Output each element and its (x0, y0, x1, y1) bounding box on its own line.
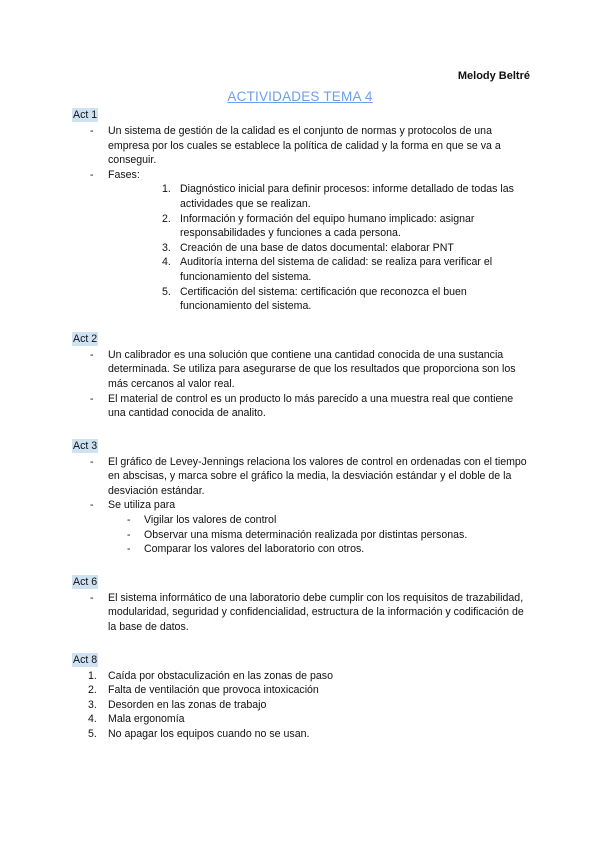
act-2-label: Act 2 (73, 332, 98, 345)
act-3-uses-list (72, 513, 532, 557)
list-item: - Un calibrador es una solución que contiene una cantidad conocida de una sustancia determinada. Se utiliza para asegurarse de que los resultados que proporciona son los más cercanos al valor real. (90, 348, 516, 390)
list-item: - Se utiliza para (90, 499, 176, 512)
act-8-label: Act 8 (73, 653, 98, 666)
list-item: 3. Creación de una base de datos documental: elaborar PNT (162, 241, 454, 254)
list-item: - Un sistema de gestión de la calidad es el conjunto de normas y protocolos de una empresa por los cuales se establece la política de calidad y la forma en que se va a conseguir. (90, 125, 501, 167)
list-item: - El material de control es un producto lo más parecido a una muestra real que contiene una cantidad conocida de analito. (90, 392, 514, 420)
section-act-1 (72, 108, 532, 314)
list-item: 4. Mala ergonomía (88, 713, 185, 726)
list-item: - Comparar los valores del laboratorio con otros. (127, 543, 365, 556)
list-item: 5. No apagar los equipos cuando no se usan. (88, 728, 310, 740)
list-item: - El gráfico de Levey-Jennings relaciona los valores de control en ordenadas con el tiempo en abscisas, y marca sobre el gráfico la media, la desviación estándar y el doble de la desviación estándar. (90, 455, 527, 497)
document-title: ACTIVIDADES TEMA 4 (227, 89, 373, 104)
list-item: 3. Desorden en las zonas de trabajo (88, 698, 267, 711)
act-6-list (72, 591, 532, 635)
list-item: 2. Información y formación del equipo humano implicado: asignar responsabilidades y funciones a cada persona. (162, 212, 475, 240)
section-act-6 (72, 575, 532, 635)
section-act-2 (72, 332, 532, 421)
act-3-label: Act 3 (73, 439, 98, 452)
list-item: - Fases: 1. Diagnóstico inicial para definir procesos: informe detallado de todas las actividades que se realizan. 2. Información y formación del equipo humano implicado: asignar responsabilidades y funciones a cada persona. 3. Creación de una base de datos documental: elaborar PNT 4. Auditoría interna del sistema de calidad: se realiza para verificar el funcionamiento del sistema. 5. Certificación del sistema: certificación que reconozca el buen funcionamiento del sistema. (72, 168, 532, 314)
list-item: - Observar una misma determinación realizada por distintas personas. (127, 528, 468, 541)
list-item: - Vigilar los valores de control (127, 514, 277, 527)
act-1-label: Act 1 (73, 109, 98, 121)
act-6-label: Act 6 (73, 575, 98, 588)
document-body (72, 108, 532, 760)
act-1-list (72, 124, 532, 314)
section-act-8 (72, 653, 532, 742)
act-8-list (72, 669, 532, 742)
list-item: 2. Falta de ventilación que provoca intoxicación (88, 684, 319, 697)
list-item: 1. Caída por obstaculización en las zonas de paso (88, 669, 333, 682)
act-1-phases-list (108, 182, 532, 313)
list-item: 4. Auditoría interna del sistema de calidad: se realiza para verificar el funcionamiento del sistema. (162, 256, 493, 283)
section-act-3 (72, 439, 532, 557)
list-item: 5. Certificación del sistema: certificación que reconozca el buen funcionamiento del sistema. (162, 285, 467, 313)
act-3-list (72, 455, 532, 513)
list-item: - El sistema informático de una laboratorio debe cumplir con los requisitos de trazabilidad, modularidad, seguridad y confidencialidad, estructura de la información y codificación de la base de datos. (90, 591, 524, 634)
list-item: 1. Diagnóstico inicial para definir procesos: informe detallado de todas las actividades que se realizan. (162, 183, 514, 210)
act-2-list (72, 348, 532, 421)
author-name: Melody Beltré (457, 70, 530, 82)
